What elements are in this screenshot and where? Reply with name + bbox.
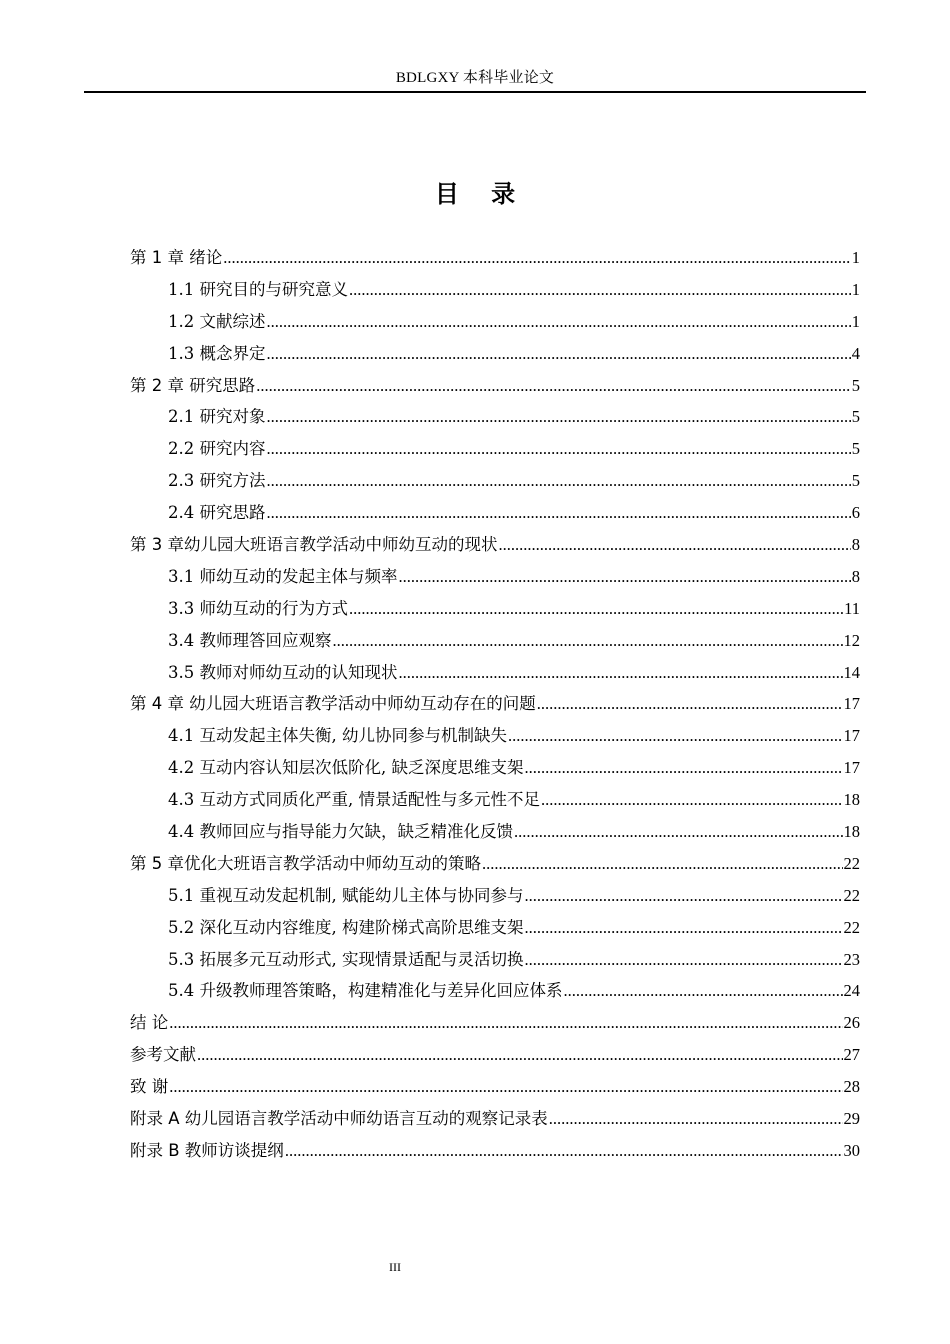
toc-title-char-2: 录 [491,180,516,208]
toc-entry[interactable] [130,1007,860,1039]
toc-entry-page: 22 [843,853,860,873]
toc-entry-page: 29 [843,1109,860,1129]
toc-leader-dots [399,561,851,593]
toc-entry-page: 17 [843,694,860,714]
toc-entry-page: 30 [843,1140,860,1160]
toc-title [0,176,950,212]
toc-entry[interactable] [130,1071,860,1103]
toc-entry-page: 5 [851,471,860,491]
toc-entry-page: 6 [851,503,860,523]
table-of-contents [130,242,860,1167]
toc-leader-dots [349,274,851,306]
toc-leader-dots [524,912,842,944]
toc-entry-page: 26 [843,1013,860,1033]
toc-leader-dots [399,657,843,689]
toc-entry[interactable] [130,593,860,625]
toc-entry-page: 8 [851,566,860,586]
page-number: III [389,1260,401,1274]
toc-entry-page: 24 [843,981,860,1001]
toc-entry[interactable] [130,370,860,402]
toc-entry-page: 18 [843,790,860,810]
toc-entry-label: 致 谢 [130,1077,169,1097]
toc-entry-label: 4.4 教师回应与指导能力欠缺，缺乏精准化反馈 [168,822,513,842]
toc-entry-label: 参考文献 [130,1045,196,1065]
toc-entry-page: 5 [851,439,860,459]
toc-leader-dots [169,1071,842,1103]
toc-entry-label: 2.2 研究内容 [168,439,266,459]
toc-entry-label: 结 论 [130,1013,169,1033]
toc-entry-label: 5.1 重视互动发起机制, 赋能幼儿主体与协同参与 [168,885,524,905]
toc-entry-label: 附录 A 幼儿园语言教学活动中师幼语言互动的观察记录表 [130,1109,548,1129]
toc-entry-page: 1 [851,311,860,331]
toc-entry-label: 4.2 互动内容认知层次低阶化, 缺乏深度思维支架 [168,758,524,778]
toc-leader-dots [537,688,843,720]
toc-leader-dots [256,370,851,402]
toc-entry-label: 2.3 研究方法 [168,471,266,491]
toc-entry-label: 5.4 升级教师理答策略，构建精准化与差异化回应体系 [168,981,563,1001]
toc-leader-dots [267,433,851,465]
toc-leader-dots [549,1103,843,1135]
toc-entry[interactable] [130,465,860,497]
toc-entry-label: 2.1 研究对象 [168,407,266,427]
toc-leader-dots [482,848,843,880]
toc-entry[interactable] [130,784,860,816]
toc-entry-label: 3.3 师幼互动的行为方式 [168,598,348,618]
toc-entry-label: 第 2 章 研究思路 [130,375,256,395]
page-header [84,66,866,93]
toc-entry[interactable] [130,752,860,784]
toc-entry-page: 4 [851,343,860,363]
toc-leader-dots [514,816,843,848]
toc-leader-dots [524,944,842,976]
toc-leader-dots [524,880,842,912]
toc-entry-page: 18 [843,822,860,842]
toc-entry-page: 11 [844,598,860,618]
toc-entry[interactable] [130,720,860,752]
toc-entry-label: 1.3 概念界定 [168,343,266,363]
toc-leader-dots [508,720,843,752]
toc-entry-label: 4.1 互动发起主体失衡, 幼儿协同参与机制缺失 [168,726,507,746]
toc-entry-label: 1.1 研究目的与研究意义 [168,279,348,299]
toc-entry[interactable] [130,912,860,944]
toc-entry-page: 22 [843,917,860,937]
toc-entry[interactable] [130,1103,860,1135]
toc-entry-page: 8 [851,535,860,555]
toc-entry[interactable] [130,561,860,593]
toc-entry-page: 5 [851,407,860,427]
toc-title-char-1: 目 [434,180,459,208]
toc-entry[interactable] [130,1135,860,1167]
toc-entry-label: 4.3 互动方式同质化严重, 情景适配性与多元性不足 [168,790,540,810]
toc-entry-label: 5.3 拓展多元互动形式, 实现情景适配与灵活切换 [168,949,524,969]
toc-entry-label: 5.2 深化互动内容维度, 构建阶梯式高阶思维支架 [168,917,524,937]
toc-leader-dots [223,242,851,274]
toc-entry[interactable] [130,338,860,370]
toc-entry-page: 12 [843,630,860,650]
toc-entry[interactable] [130,657,860,689]
toc-entry-page: 28 [843,1077,860,1097]
toc-leader-dots [267,465,851,497]
toc-entry-label: 3.5 教师对师幼互动的认知现状 [168,662,398,682]
toc-entry[interactable] [130,529,860,561]
toc-leader-dots [197,1039,843,1071]
toc-entry-page: 22 [843,885,860,905]
toc-entry-page: 27 [843,1045,860,1065]
toc-leader-dots [267,497,851,529]
toc-leader-dots [285,1135,843,1167]
toc-entry-page: 1 [851,279,860,299]
toc-entry[interactable] [130,242,860,274]
toc-leader-dots [333,625,843,657]
toc-entry[interactable] [130,497,860,529]
toc-entry[interactable] [130,848,860,880]
toc-entry-label: 2.4 研究思路 [168,503,266,523]
toc-entry-label: 第 1 章 绪论 [130,248,223,267]
toc-entry[interactable] [130,880,860,912]
toc-entry[interactable] [130,1039,860,1071]
toc-leader-dots [349,593,843,625]
toc-entry-label: 附录 B 教师访谈提纲 [130,1140,284,1160]
toc-entry[interactable] [130,975,860,1007]
toc-entry-page: 17 [843,758,860,778]
toc-entry[interactable] [130,625,860,657]
toc-leader-dots [499,529,851,561]
toc-entry-label: 第 4 章 幼儿园大班语言教学活动中师幼互动存在的问题 [130,694,536,714]
toc-entry[interactable] [130,944,860,976]
toc-entry-label: 1.2 文献综述 [168,311,266,331]
toc-leader-dots [267,401,851,433]
toc-entry[interactable] [130,688,860,720]
header-title: BDLGXY 本科毕业论文 [395,70,555,86]
toc-entry-label: 第 5 章优化大班语言教学活动中师幼互动的策略 [130,853,481,873]
toc-entry-page: 1 [851,248,860,267]
toc-entry[interactable] [130,433,860,465]
toc-entry-label: 第 3 章幼儿园大班语言教学活动中师幼互动的现状 [130,535,498,555]
toc-leader-dots [564,975,843,1007]
toc-leader-dots [267,338,851,370]
toc-entry-label: 3.1 师幼互动的发起主体与频率 [168,566,398,586]
toc-entry[interactable] [130,401,860,433]
toc-entry-label: 3.4 教师理答回应观察 [168,630,332,650]
toc-entry-page: 17 [843,726,860,746]
toc-entry[interactable] [130,816,860,848]
toc-leader-dots [541,784,843,816]
toc-leader-dots [267,306,851,338]
toc-entry[interactable] [130,306,860,338]
toc-entry[interactable] [130,274,860,306]
toc-leader-dots [169,1007,842,1039]
toc-entry-page: 14 [843,662,860,682]
toc-entry-page: 23 [843,949,860,969]
page-footer [0,1260,790,1275]
toc-leader-dots [524,752,842,784]
toc-entry-page: 5 [851,375,860,395]
